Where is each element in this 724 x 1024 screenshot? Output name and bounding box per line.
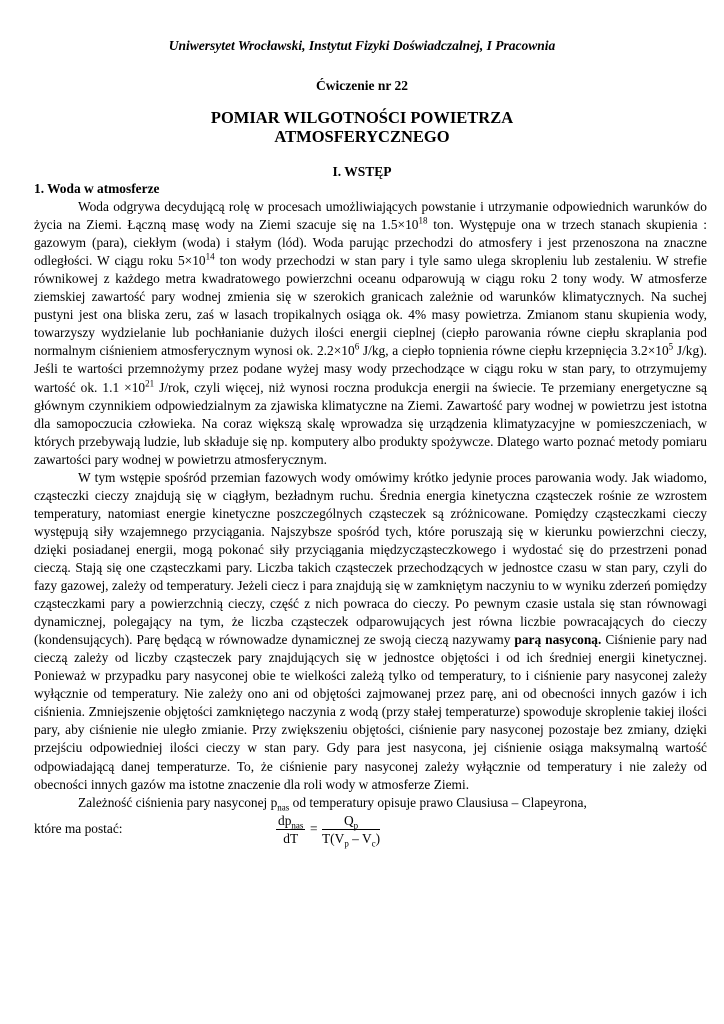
- exercise-number: Ćwiczenie nr 22: [316, 78, 408, 93]
- title-line-1: POMIAR WILGOTNOŚCI POWIETRZA: [210, 108, 514, 127]
- paragraph-1: [34, 198, 707, 469]
- section-heading: I. WSTĘP: [332, 164, 392, 179]
- formula-lhs-denominator: dT: [283, 830, 299, 846]
- p3-text-b: od temperatury opisuje prawo Clausiusa – Clapeyrona,: [289, 794, 587, 810]
- title-line-2: ATMOSFERYCZNEGO: [274, 127, 450, 146]
- subsection-heading: 1. Woda w atmosferze: [34, 181, 160, 196]
- formula-lead: które ma postać:: [34, 820, 123, 836]
- p2-bold-term: parą nasyconą.: [514, 632, 602, 648]
- p1-exp-5: 21: [145, 378, 155, 389]
- document-title: [0, 108, 724, 146]
- p1-text-f: J/rok, czyli więcej, niż wynosi roczna produkcja energii na świecie. Te przemiany energetyczne są głównym czynnikiem odpowiedzialnym za zjawiska klimatyczne na Ziemi. Zawartość pary wodnej w powietrzu jest istotna dla samopoczucia człowieka. Na coraz większą skalę wprowadza się urządzenia klimatyzacyjne w pomieszczeniach, w których przebywają ludzie, lub składuje się np. komputery albo produkty spożywcze. Dlatego warto poznać metody pomiaru zawartości pary wodnej w powietrzu atmosferycznym.: [34, 379, 707, 467]
- body-text: [34, 180, 707, 858]
- formula-lhs-fraction: [276, 812, 305, 847]
- university-header: Uniwersytet Wrocławski, Instytut Fizyki Doświadczalnej, I Pracownia: [168, 38, 556, 53]
- paragraph-3: [34, 794, 707, 812]
- p2-text-b: Ciśnienie pary nad cieczą zależy od liczby cząsteczek pary znajdujących się w jednostce objętości i od ich średniej energii kinetycznej. Ponieważ w przypadku pary nasyconej obie te wielkości zależą tylko od temperatury, to i ciśnienie pary nasyconej zależy wyłącznie od temperatury. Nie zależy ono ani od objętości zajmowanej przez parę, ani od obecności innych gazów i ich ciśnienia. Zmniejszenie objętości zamkniętego naczynia z wodą (przy stałej temperaturze) spowoduje skroplenie takiej ilości pary, aby ciśnienie nie uległo zmianie. Przy zwiększeniu objętości, ciśnienie pary nasyconej pozostaje bez zmiany, dzięki przejściu odpowiedniej ilości cieczy w stan pary. Gdy para jest nasycona, jej ciśnienie osiąga maksymalną wartość odpowiadającą danej temperaturze. To, że ciśnienie pary nasyconej zależy wyłącznie od temperatury i nie zależy od obecności innych gazów ma istotne znaczenie dla roli wody w atmosferze Ziemi.: [34, 632, 708, 792]
- p1-text-b: ton. Występuje ona w trzech stanach skupienia : gazowym (para), ciekłym (woda) i stałym (lód). Woda parując przechodzi do atmosfery i jest przenoszona na znaczne odległości. W ciągu roku 5×10: [34, 217, 708, 269]
- formula-equals: =: [310, 820, 318, 836]
- formula-row: [34, 812, 707, 858]
- p1-exp-2: 14: [205, 251, 215, 262]
- formula-lhs-numerator: $dp_{nas}$: [278, 812, 304, 831]
- formula-rhs-denominator: $T(V_p - V_c)$: [322, 830, 381, 849]
- p1-text-a: Woda odgrywa decydującą rolę w procesach umożliwiających powstanie i utrzymanie odpowiednich warunków do życia na Ziemi. Łączną masę wody na Ziemi szacuje się na 1.5×10: [34, 199, 707, 233]
- p1-text-e: J/kg). Jeśli te wartości przemnożymy przez podane wyżej masy wody przechodzące w ciągu roku w stan pary, to otrzymujemy wartość ok. 1.1 ×10: [34, 343, 708, 395]
- p1-exp-4: 5: [668, 341, 674, 352]
- p2-text-a: W tym wstępie spośród przemian fazowych wody omówimy krótko jedynie proces parowania wody. Jak wiadomo, cząsteczki cieczy znajdują się w ciągłym, bezładnym ruchu. Średnia energia kinetyczna cząsteczek rośnie ze wzrostem temperatury, natomiast energie kinetyczne poszczególnych cząsteczek są zróżnicowane. Pomiędzy cząsteczkami cieczy występują siły wzajemnego przyciągania. Najszybsze spośród tych, które poruszają się w kierunku powierzchni cieczy, dzięki posiadanej energii, mogą pokonać siły przyciągania międzycząsteczkowego i wydostać się do przestrzeni ponad cieczą. Stają się one cząsteczkami pary. Liczba takich cząsteczek przechodzących w jednostce czasu w stan pary, czyli do fazy gazowej, zależy od temperatury. Jeżeli ciecz i para znajdują się w zamkniętym naczyniu to w wyniku zderzeń pomiędzy cząsteczkami pary a powierzchnią cieczy, część z nich powraca do cieczy. Po pewnym czasie ustala się stan równowagi dynamicznej, polegający na tym, że liczba cząsteczek odparowujących jest równa liczbie powracających do cieczy (kondensujących). Parę będącą w równowadze dynamicznej ze swoją cieczą nazywamy: [34, 469, 707, 648]
- p3-text-a: Zależność ciśnienia pary nasyconej p: [78, 794, 278, 810]
- formula-rhs-numerator: $Q_p$: [322, 812, 380, 830]
- p1-exp-1: 18: [418, 215, 428, 226]
- p1-text-c: ton wody przechodzi w stan pary i tyle samo ulega skropleniu lub zestaleniu. W strefie równikowej z każdego metra kwadratowego powierzchni oceanu odparowują w ciągu roku 2 tony wody. W atmosferze ziemskiej zawartość pary wodnej zmienia się w szerokich granicach zależnie od warunków klimatycznych. Na suchej pustyni jest ona bliska zeru, zaś w lasach tropikalnych osiąga ok. 4% masy powietrza. Zmianom stanu skupienia wody, towarzyszy wydzielanie lub pochłanianie dużych ilości energii cieplnej (ciepło parowania równe ciepłu skraplania pod normalnym ciśnieniem atmosferycznym wynosi ok. 2.2×10: [34, 253, 707, 359]
- p3-subscript: nas: [277, 802, 290, 813]
- formula-rhs-fraction: [322, 812, 380, 847]
- p1-exp-3: 6: [354, 341, 360, 352]
- paragraph-2: [34, 469, 707, 794]
- p1-text-d: J/kg, a ciepło topnienia równe ciepłu krzepnięcia 3.2×10: [359, 343, 669, 359]
